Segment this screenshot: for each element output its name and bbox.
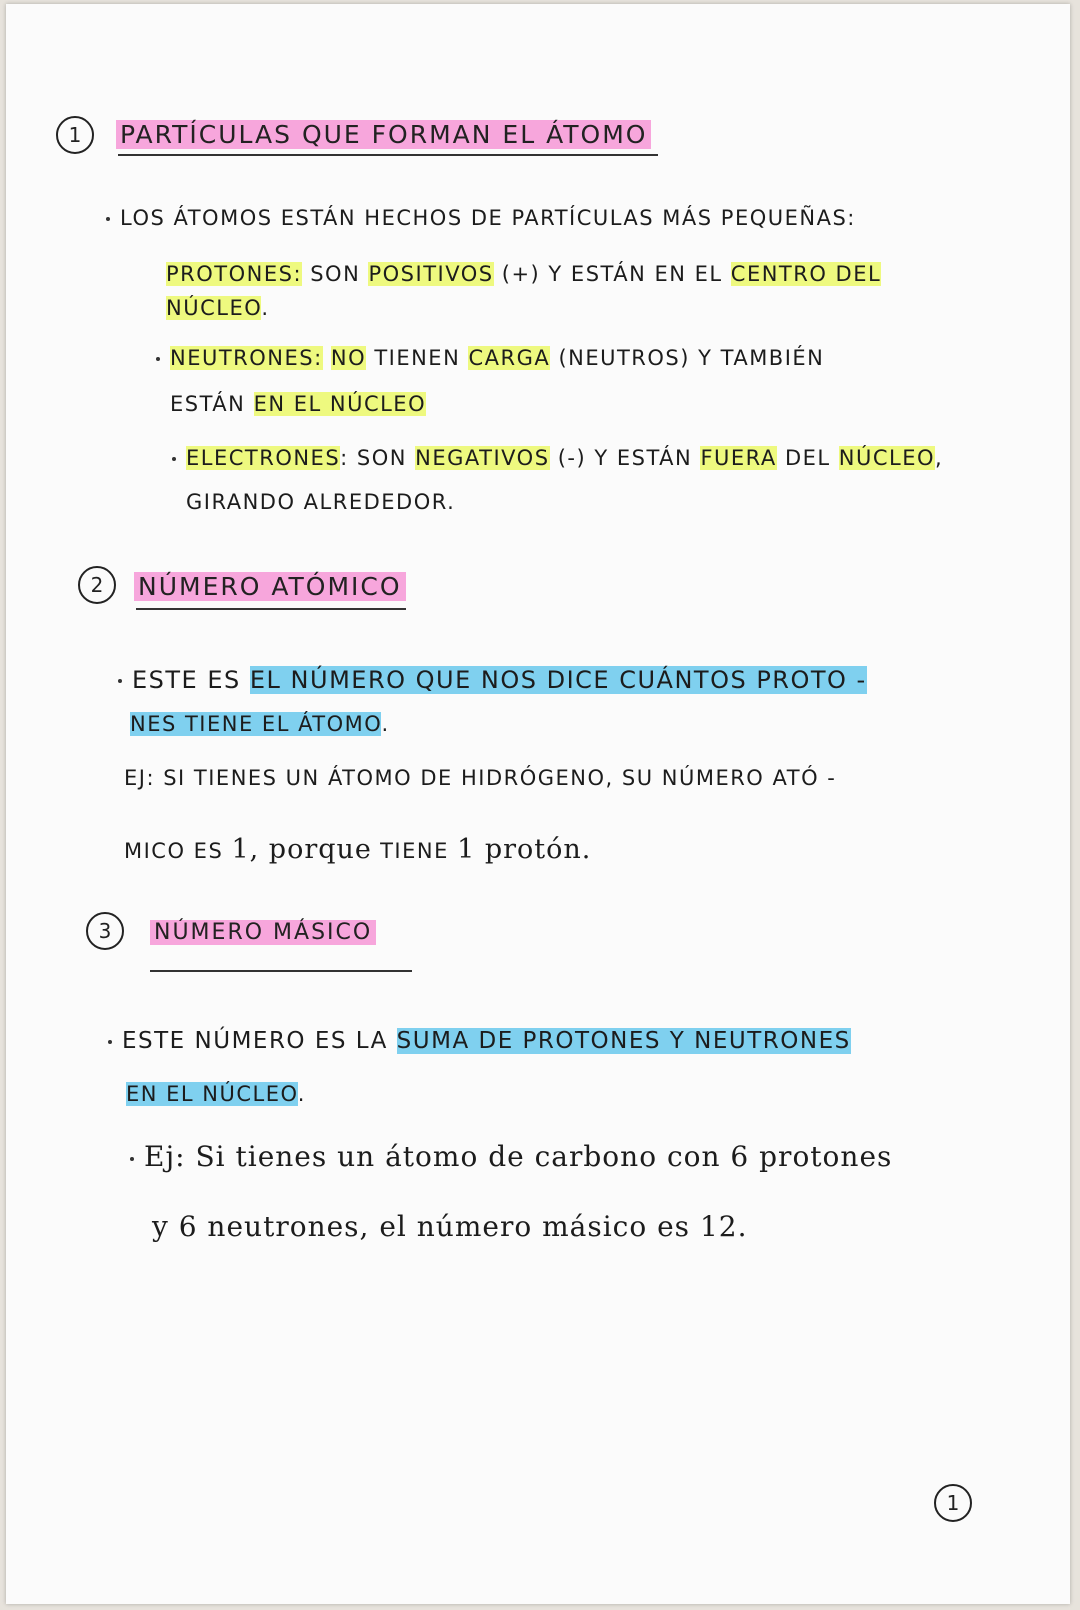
notebook-page: [6, 4, 1070, 1604]
electrones-line-1: ELECTRONES: SON NEGATIVOS (-) Y ESTÁN FUERA DEL NÚCLEO,: [172, 446, 943, 470]
bullet: [106, 217, 110, 221]
section-2-line-2: NES TIENE EL ÁTOMO.: [130, 712, 390, 736]
section-3-example-1: Ej: Si tienes un átomo de carbono con 6 protones: [130, 1140, 892, 1173]
protones-line-2: NÚCLEO.: [166, 296, 270, 320]
title-underline-1: [118, 154, 658, 156]
neutrones-line-1: NEUTRONES: NO TIENEN CARGA (NEUTROS) Y TAMBIÉN: [156, 346, 824, 370]
section-title-1: PARTÍCULAS QUE FORMAN EL ÁTOMO: [116, 120, 651, 149]
bullet: [130, 1157, 134, 1161]
neutrones-line-2: ESTÁN EN EL NÚCLEO: [170, 392, 427, 416]
bullet: [172, 457, 176, 461]
section-2-example-1: EJ: SI TIENES UN ÁTOMO DE HIDRÓGENO, SU NÚMERO ATÓ -: [124, 766, 837, 790]
electrones-line-2: GIRANDO ALREDEDOR.: [186, 490, 456, 514]
section-3-line-1: ESTE NÚMERO ES LA SUMA DE PROTONES Y NEUTRONES: [108, 1028, 851, 1054]
protones-line-1: PROTONES: SON POSITIVOS (+) Y ESTÁN EN EL CENTRO DEL: [166, 262, 882, 286]
section-3-example-2: y 6 neutrones, el número másico es 12.: [152, 1210, 748, 1243]
section-number-3: 3: [86, 912, 124, 950]
bullet: [118, 679, 122, 683]
bullet: [108, 1040, 112, 1044]
section-title-3: NÚMERO MÁSICO: [150, 920, 376, 945]
page-number: 1: [934, 1484, 972, 1522]
section-2-line-1: ESTE ES EL NÚMERO QUE NOS DICE CUÁNTOS PROTO -: [118, 666, 867, 694]
bullet: [156, 357, 160, 361]
title-underline-2: [136, 608, 406, 610]
section-3-line-2: EN EL NÚCLEO.: [126, 1082, 306, 1106]
section-number-1: 1: [56, 116, 94, 154]
section-2-example-2: MICO ES 1, porque TIENE 1 protón.: [124, 834, 592, 865]
section-1-intro: LOS ÁTOMOS ESTÁN HECHOS DE PARTÍCULAS MÁS PEQUEÑAS:: [106, 206, 856, 230]
section-title-2: NÚMERO ATÓMICO: [134, 572, 406, 601]
title-underline-3: [150, 970, 412, 972]
section-number-2: 2: [78, 566, 116, 604]
